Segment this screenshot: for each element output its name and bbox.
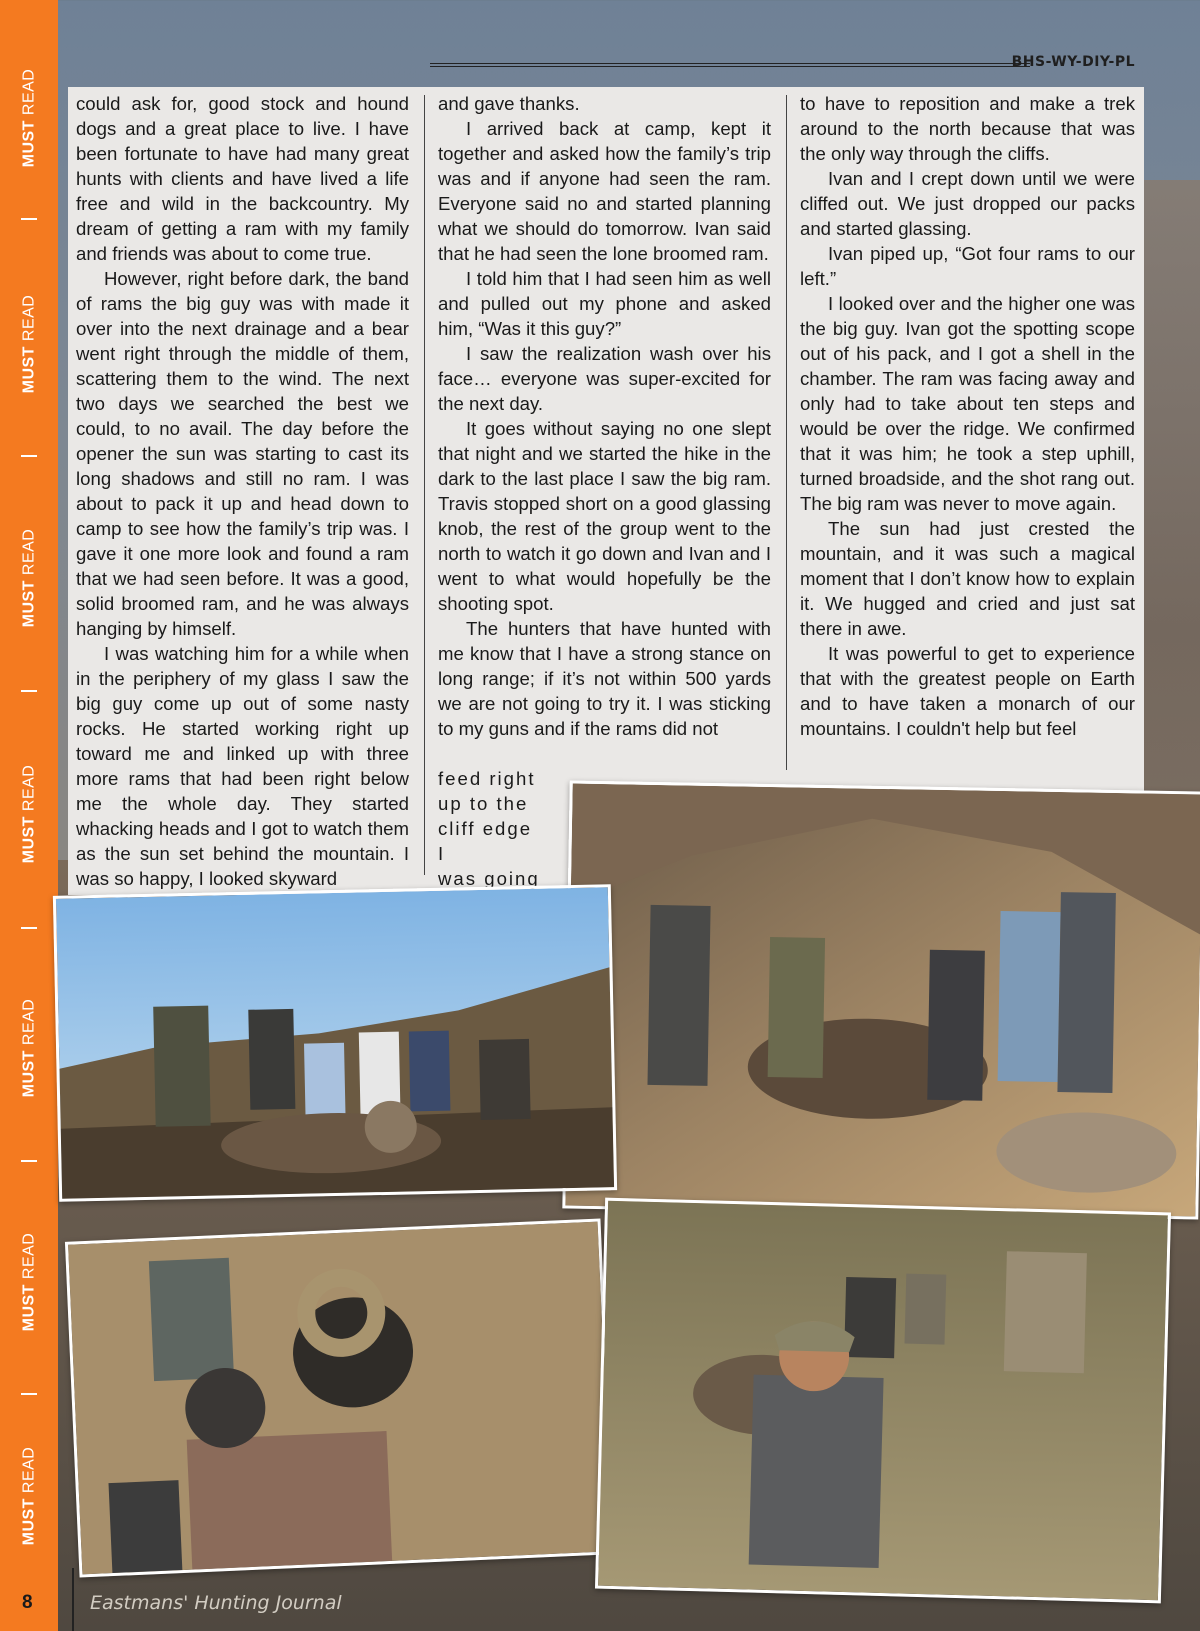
sidebar-label: MUST READ [20, 1446, 38, 1546]
photo-group-with-ram [562, 780, 1200, 1219]
text-line: feed right [438, 768, 536, 789]
sidebar-label: MUST READ [20, 294, 38, 394]
header-rule [430, 63, 1030, 64]
article-column-2 [438, 91, 771, 741]
paragraph: I looked over and the higher one was the big guy. Ivan got the spotting scope out of his pack, and I got a shell in the chamber. The ram was facing away and only had to take about ten steps and would be over the ridge. We confirmed that it was him; he took a step uphill, turned broadside, and the shot rang out. The big ram was never to move again. [800, 293, 1135, 514]
sidebar-label: MUST READ [20, 528, 38, 628]
publication-title: Eastmans' Hunting Journal [90, 1592, 342, 1614]
paragraph: The hunters that have hunted with me know that I have a strong stance on long range; if it’s not within 500 yards we are not going to try it. I was sticking to my guns and if the rams did not [438, 618, 771, 739]
sidebar-label: MUST READ [20, 998, 38, 1098]
paragraph: Ivan and I crept down until we were cliffed out. We just dropped our packs and started glassing. [800, 168, 1135, 239]
page-number: 8 [22, 1592, 33, 1613]
footer-rule [72, 1568, 74, 1631]
article-code: BHS-WY-DIY-PL [1011, 54, 1135, 70]
sidebar-separator [21, 927, 37, 929]
paragraph: I saw the realization wash over his face… everyone was super-excited for the next day. [438, 343, 771, 414]
column-divider [424, 95, 425, 875]
paragraph: could ask for, good stock and hound dogs and a great place to live. I have been fortunate to have had many great hunts with clients and have lived a life free and wild in the backcountry. My dream of getting a ram with my family and friends was about to come true. [76, 93, 409, 264]
sidebar-label: MUST READ [20, 1232, 38, 1332]
sidebar-separator [21, 455, 37, 457]
paragraph: and gave thanks. [438, 93, 580, 114]
sidebar-separator [21, 1160, 37, 1162]
paragraph: It goes without saying no one slept that night and we started the hike in the dark to the last place I saw the big ram. Travis stopped short on a good glassing knob, the rest of the group went to the north to watch it go down and Ivan and I went to what would hopefully be the shooting spot. [438, 418, 771, 614]
must-read-sidebar [0, 0, 58, 1631]
article-column-2-tail [438, 766, 546, 891]
photo-hunters-resting [595, 1198, 1171, 1604]
sidebar-label: MUST READ [20, 764, 38, 864]
paragraph: to have to reposition and make a trek around to the north because that was the only way through the cliffs. [800, 93, 1135, 164]
paragraph: I was watching him for a while when in the periphery of my glass I saw the big guy come up out of some nasty rocks. He started working right up toward me and linked up with three more rams that had been right below me the whole day. They started whacking heads and I got to watch them as the sun set behind the mountain. I was so happy, I looked skyward [76, 643, 409, 889]
sidebar-separator [21, 690, 37, 692]
paragraph: However, right before dark, the band of rams the big guy was with made it over into the next drainage and a bear went right through the middle of them, scattering them to the wind. The next two days we searched the best we could, to no avail. The day before the opener the sun was starting to cast its long shadows and still no ram. I was about to pack it up and head down to camp to see how the family’s trip was. I gave it one more look and found a ram that we had seen before. It was a good, solid broomed ram, and he was always hanging by himself. [76, 268, 409, 639]
header-rule [430, 66, 1030, 67]
photo-group-flexing [53, 884, 617, 1202]
paragraph: It was powerful to get to experience that with the greatest people on Earth and to have taken a monarch of our mountains. I couldn't help but feel [800, 643, 1135, 739]
paragraph: The sun had just crested the mountain, and it was such a magical moment that I don’t know how to explain it. We hugged and cried and just sat there in awe. [800, 518, 1135, 639]
text-line: cliff edge I [438, 818, 533, 864]
article-column-1 [76, 91, 409, 891]
photo-hunters-holding-horns [65, 1218, 615, 1577]
text-line: was going [438, 868, 540, 889]
sidebar-label: MUST READ [20, 68, 38, 168]
text-line: up to the [438, 793, 529, 814]
column-divider [786, 95, 787, 770]
paragraph: I told him that I had seen him as well and pulled out my phone and asked him, “Was it this guy?” [438, 268, 771, 339]
article-column-3 [800, 91, 1135, 741]
sidebar-separator [21, 218, 37, 220]
paragraph: I arrived back at camp, kept it together and asked how the family’s trip was and if anyone had seen the ram. Everyone said no and started planning what we should do tomorrow. Ivan said that he had seen the lone broomed ram. [438, 118, 771, 264]
paragraph: Ivan piped up, “Got four rams to our left.” [800, 243, 1135, 289]
